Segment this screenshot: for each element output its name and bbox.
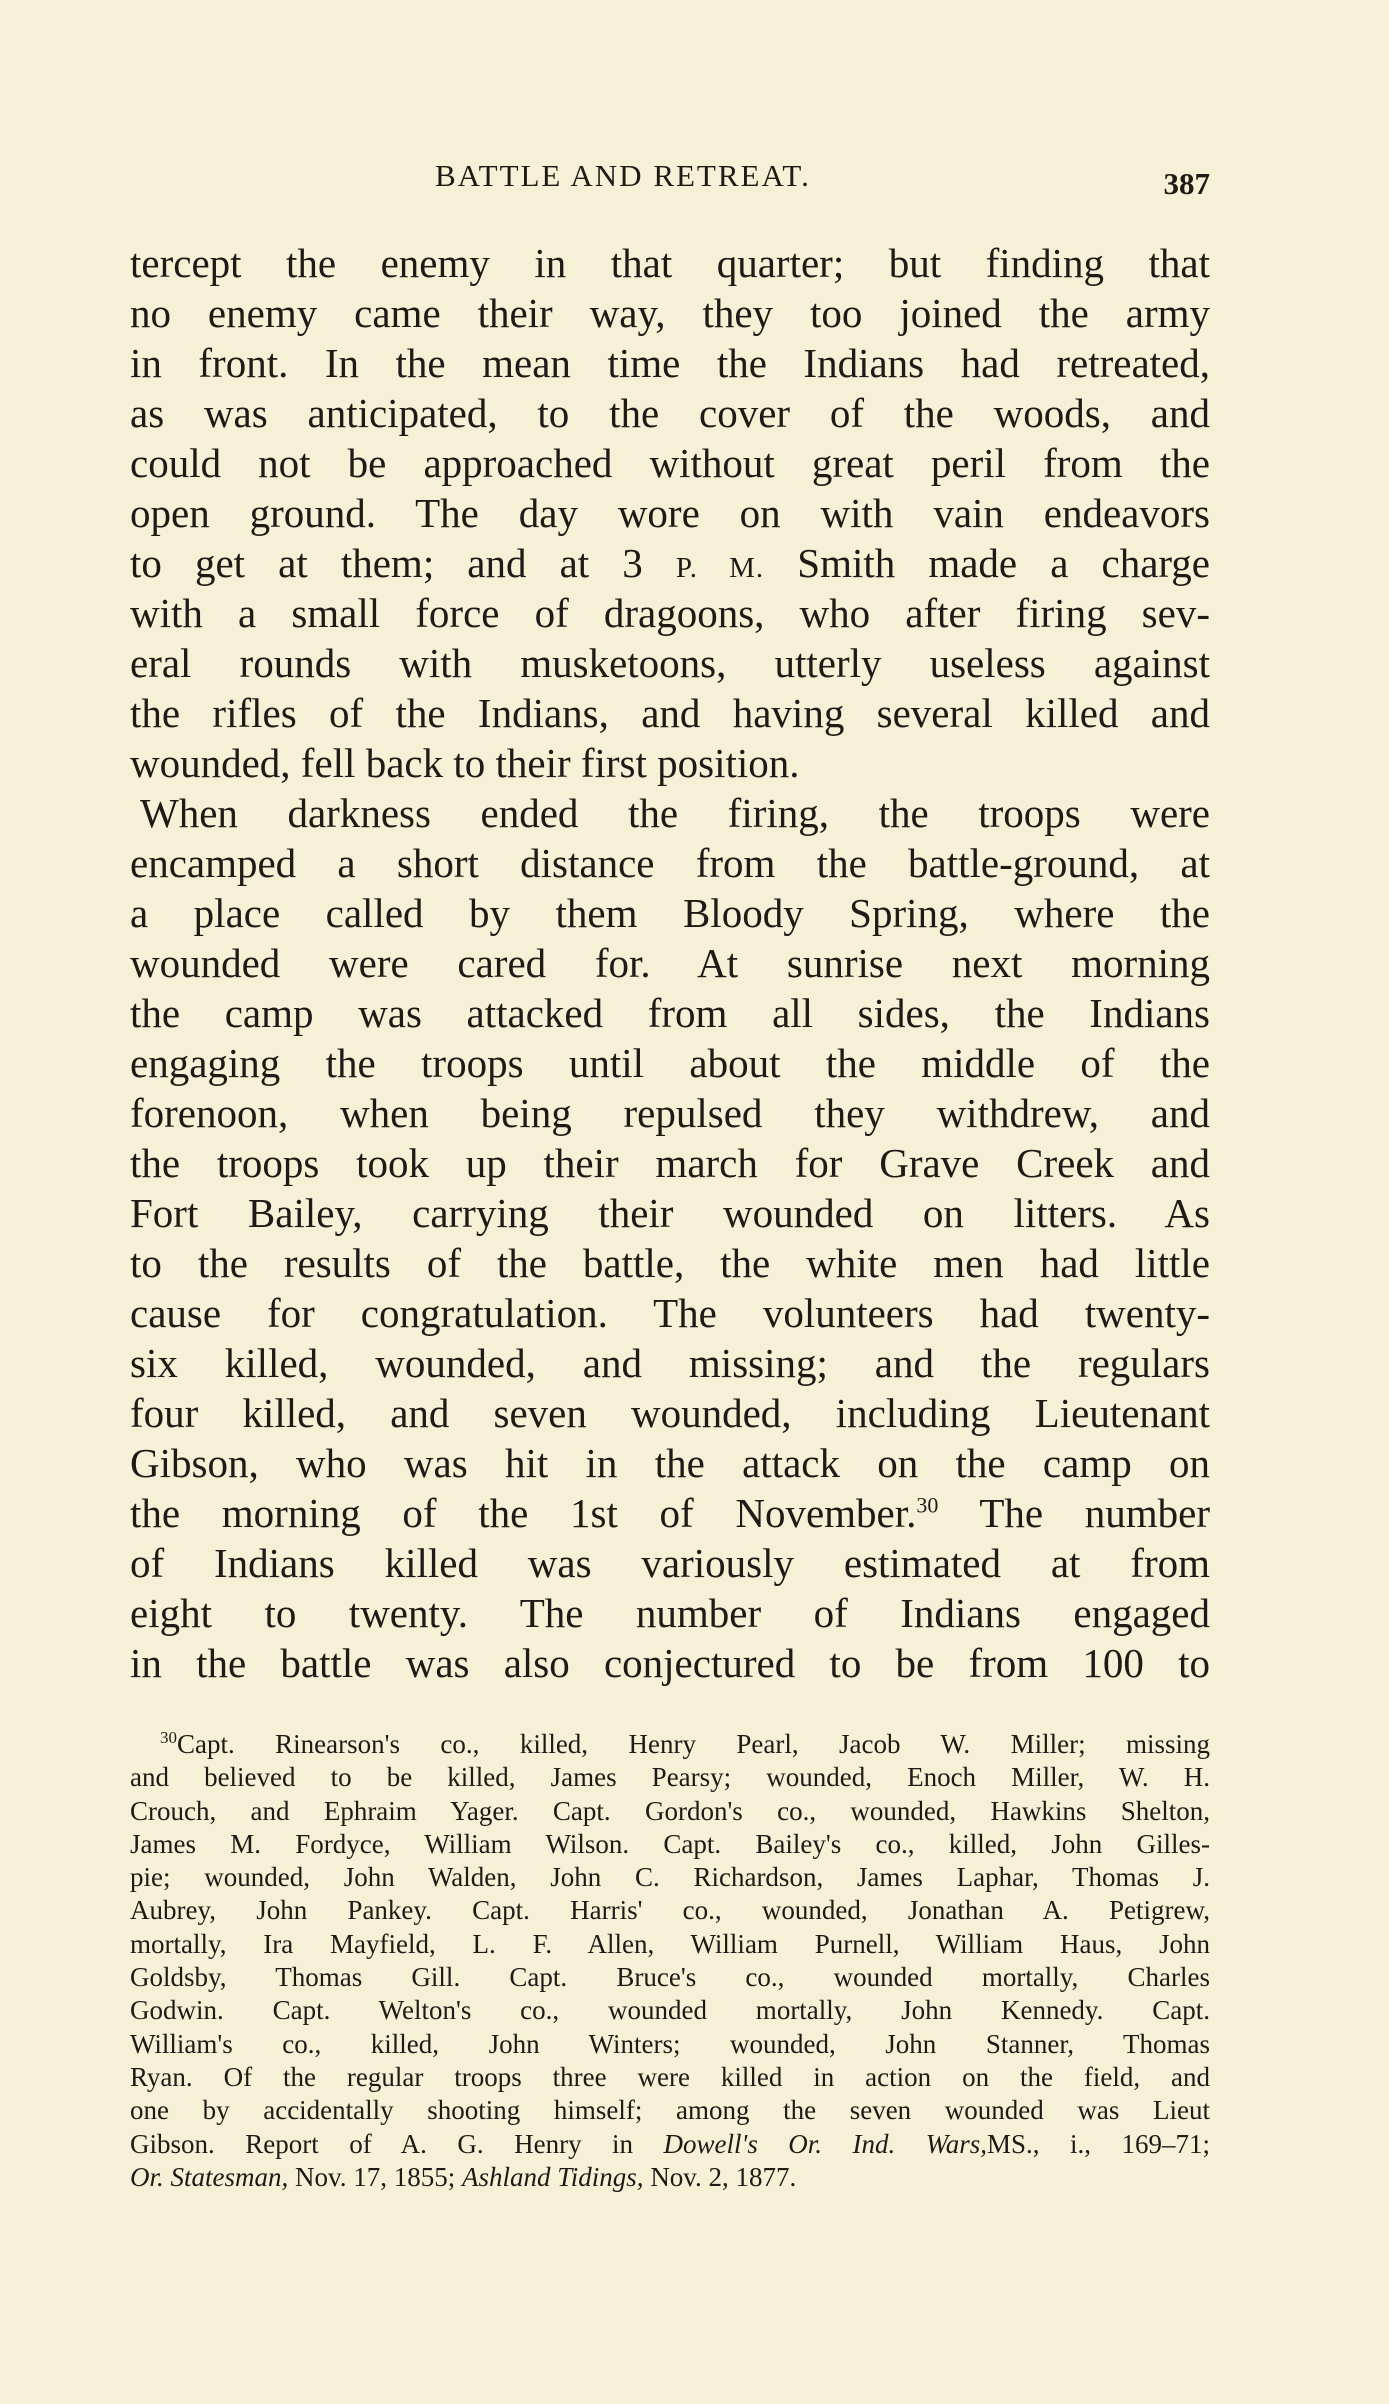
text-line: cause for congratulation. The volunteers had twenty- — [130, 1290, 1210, 1336]
text-line: could not be approached without great peril from the — [130, 440, 1210, 486]
text-segment: to get at them; and at 3 — [130, 540, 643, 586]
text-line: tercept the enemy in that quarter; but finding that — [130, 240, 1210, 286]
text-line: wounded, fell back to their first position. — [130, 740, 800, 786]
text-line: the troops took up their march for Grave Creek and — [130, 1140, 1210, 1186]
footnote-line: Goldsby, Thomas Gill. Capt. Bruce's co., wounded mortally, Charles — [130, 1962, 1210, 1993]
text-line: When darkness ended the firing, the troops were — [140, 790, 1210, 836]
text-line: encamped a short distance from the battle-ground, at — [130, 840, 1210, 886]
text-segment: MS., i., 169–71; — [987, 2128, 1211, 2159]
footnote-marker: 30 — [160, 1728, 177, 1747]
text-line — [130, 1488, 1210, 1538]
footnote-line: James M. Fordyce, William Wilson. Capt. Bailey's co., killed, John Gilles- — [130, 1828, 1210, 1859]
footnote-line: pie; wounded, John Walden, John C. Richardson, James Laphar, Thomas J. — [130, 1862, 1210, 1893]
time-abbreviation: P. M. — [675, 552, 765, 584]
text-line: a place called by them Bloody Spring, where the — [130, 890, 1210, 936]
footnote-line — [130, 1728, 1210, 1761]
citation-title: Ashland Tidings, — [462, 2161, 644, 2192]
footnote-line: Crouch, and Ephraim Yager. Capt. Gordon's co., wounded, Hawkins Shelton, — [130, 1795, 1210, 1826]
body-text — [130, 238, 1210, 1688]
text-line: six killed, wounded, and missing; and the regulars — [130, 1340, 1210, 1386]
text-segment: Capt. Rinearson's co., killed, Henry Pearl, Jacob W. Miller; missing — [177, 1729, 1210, 1759]
footnote-line: and believed to be killed, James Pearsy; wounded, Enoch Miller, W. H. — [130, 1762, 1210, 1793]
text-line: eight to twenty. The number of Indians engaged — [130, 1590, 1210, 1636]
text-line: with a small force of dragoons, who after firing sev- — [130, 590, 1210, 636]
text-line — [130, 538, 1210, 588]
footnote-line: Ryan. Of the regular troops three were killed in action on the field, and — [130, 2061, 1210, 2092]
text-segment: Nov. 2, 1877. — [650, 2161, 797, 2192]
footnote-reference: 30 — [916, 1492, 939, 1518]
text-line: eral rounds with musketoons, utterly useless against — [130, 640, 1210, 686]
text-line: to the results of the battle, the white men had little — [130, 1240, 1210, 1286]
text-segment: The number — [979, 1490, 1211, 1536]
running-head: BATTLE AND RETREAT. — [435, 158, 811, 193]
text-line: the camp was attacked from all sides, the Indians — [130, 990, 1210, 1036]
footnote-line — [130, 2161, 1210, 2194]
text-line: the rifles of the Indians, and having several killed and — [130, 690, 1210, 736]
text-line: Fort Bailey, carrying their wounded on litters. As — [130, 1190, 1210, 1236]
text-line: in front. In the mean time the Indians had retreated, — [130, 340, 1210, 386]
text-segment: Gibson. Report of A. G. Henry in — [130, 2128, 634, 2159]
text-line: as was anticipated, to the cover of the woods, and — [130, 390, 1210, 436]
text-line: open ground. The day wore on with vain endeavors — [130, 490, 1210, 536]
footnote — [130, 1728, 1210, 2194]
footnote-line: William's co., killed, John Winters; wounded, John Stanner, Thomas — [130, 2028, 1210, 2059]
citation-title: Dowell's Or. Ind. Wars, — [663, 2128, 988, 2159]
text-segment: Smith made a charge — [797, 540, 1211, 586]
text-line: Gibson, who was hit in the attack on the camp on — [130, 1440, 1210, 1486]
text-line: no enemy came their way, they too joined the army — [130, 290, 1210, 336]
footnote-line: Aubrey, John Pankey. Capt. Harris' co., wounded, Jonathan A. Petigrew, — [130, 1895, 1210, 1926]
text-line: forenoon, when being repulsed they withdrew, and — [130, 1090, 1210, 1136]
page-number: 387 — [1163, 166, 1210, 201]
footnote-line — [130, 2128, 1210, 2161]
footnote-line: one by accidentally shooting himself; among the seven wounded was Lieut — [130, 2095, 1210, 2126]
text-line: wounded were cared for. At sunrise next morning — [130, 940, 1210, 986]
citation-title: Or. Statesman, — [130, 2161, 289, 2192]
text-line: four killed, and seven wounded, including Lieutenant — [130, 1390, 1210, 1436]
text-segment: the morning of the 1st of November. — [130, 1490, 917, 1536]
text-segment: Nov. 17, 1855; — [295, 2161, 456, 2192]
footnote-line: Godwin. Capt. Welton's co., wounded mortally, John Kennedy. Capt. — [130, 1995, 1210, 2026]
page-header — [130, 158, 1210, 208]
text-line: in the battle was also conjectured to be from 100 to — [130, 1640, 1210, 1686]
text-line: of Indians killed was variously estimated at from — [130, 1540, 1210, 1586]
footnote-line: mortally, Ira Mayfield, L. F. Allen, William Purnell, William Haus, John — [130, 1928, 1210, 1959]
text-line: engaging the troops until about the middle of the — [130, 1040, 1210, 1086]
